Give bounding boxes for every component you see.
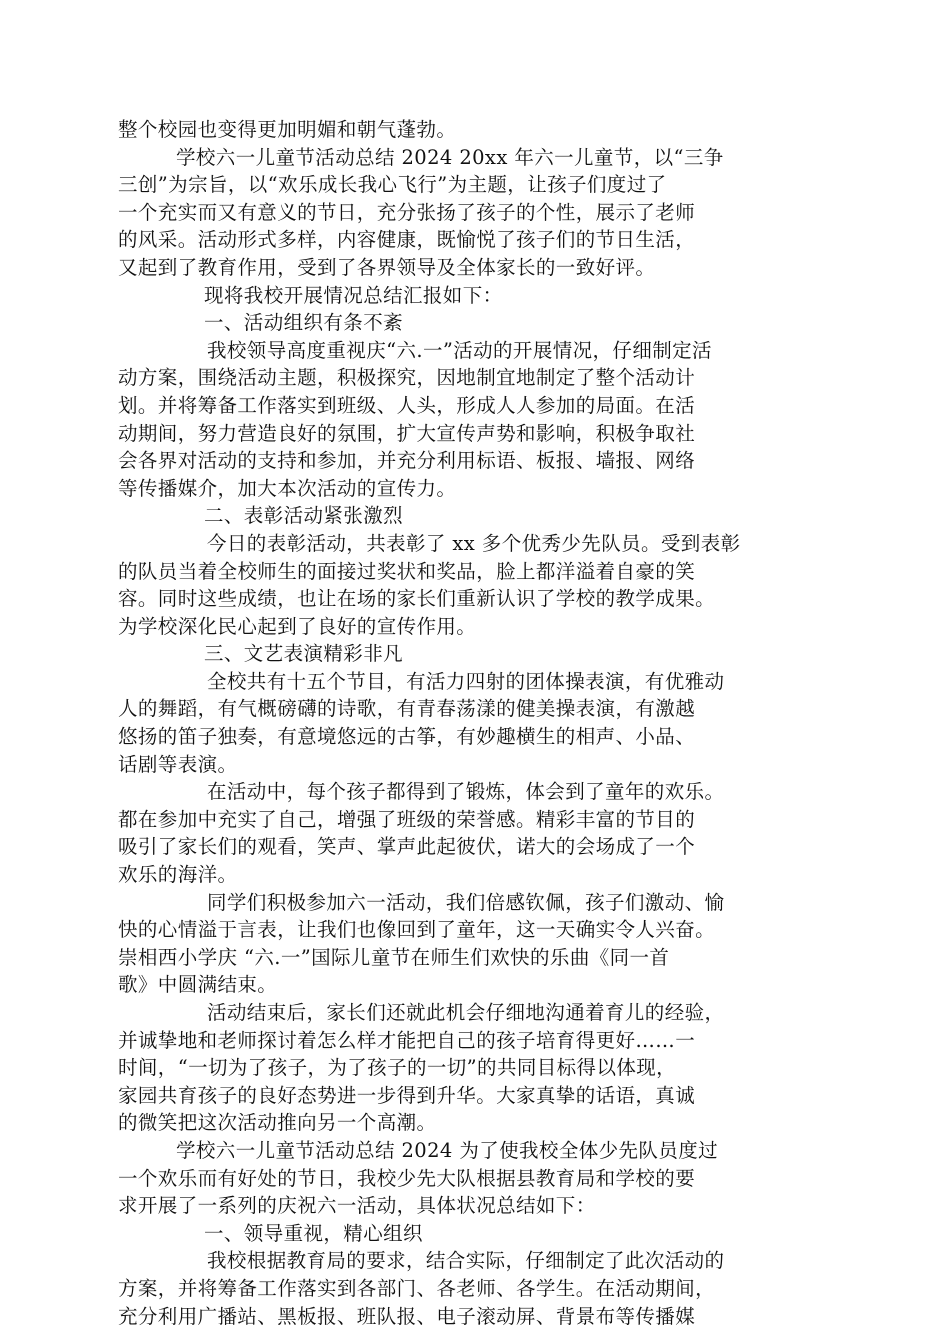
text-line: 崇相西小学庆 “六.一”国际儿童节在师生们欢快的乐曲《同一首 bbox=[118, 945, 670, 969]
text-line: 都在参加中充实了自己，增强了班级的荣誉感。精彩丰富的节目的 bbox=[118, 807, 696, 831]
text-line: 等传播媒介，加大本次活动的宣传力。 bbox=[118, 476, 457, 500]
text-line: 欢乐的海洋。 bbox=[118, 863, 238, 887]
text-line: 吸引了家长们的观看，笑声、掌声此起彼伏，诺大的会场成了一个 bbox=[118, 835, 696, 859]
text-line: 话剧等表演。 bbox=[118, 752, 238, 776]
text-line: 时间，“一切为了孩子，为了孩子的一切”的共同目标得以体现， bbox=[118, 1056, 677, 1080]
paragraph-first-line: 我校领导高度重视庆“六.一”活动的开展情况，仔细制定活 bbox=[207, 338, 712, 362]
paragraph-first-line: 今日的表彰活动，共表彰了 xx 多个优秀少先队员。受到表彰 bbox=[207, 531, 741, 555]
text-line: 三创”为宗旨，以“欢乐成长我心飞行”为主题，让孩子们度过了 bbox=[118, 173, 667, 197]
text-line: 的队员当着全校师生的面接过奖状和奖品，脸上都洋溢着自豪的笑 bbox=[118, 559, 696, 583]
section-heading: 一、领导重视，精心组织 bbox=[204, 1221, 423, 1245]
text-line: 求开展了一系列的庆祝六一活动，具体状况总结如下： bbox=[118, 1194, 596, 1218]
text-line: 一个欢乐而有好处的节日，我校少先大队根据县教育局和学校的要 bbox=[118, 1166, 696, 1190]
text-line: 又起到了教育作用，受到了各界领导及全体家长的一致好评。 bbox=[118, 255, 656, 279]
paragraph-first-line: 学校六一儿童节活动总结 2024 20xx 年六一儿童节，以“三争 bbox=[176, 145, 724, 169]
text-line: 为学校深化民心起到了良好的宣传作用。 bbox=[118, 614, 477, 638]
paragraph-first-line: 现将我校开展情况总结汇报如下： bbox=[204, 283, 503, 307]
text-line: 容。同时这些成绩，也让在场的家长们重新认识了学校的教学成果。 bbox=[118, 587, 716, 611]
text-line: 会各界对活动的支持和参加，并充分利用标语、板报、墙报、网络 bbox=[118, 449, 696, 473]
paragraph-first-line: 我校根据教育局的要求，结合实际，仔细制定了此次活动的 bbox=[207, 1249, 725, 1273]
text-line: 方案，并将筹备工作落实到各部门、各老师、各学生。在活动期间， bbox=[118, 1276, 716, 1300]
text-line: 的微笑把这次活动推向另一个高潮。 bbox=[118, 1111, 437, 1135]
text-line: 悠扬的笛子独奏，有意境悠远的古筝，有妙趣横生的相声、小品、 bbox=[118, 725, 696, 749]
text-line: 整个校园也变得更加明媚和朝气蓬勃。 bbox=[118, 118, 457, 141]
document-body bbox=[118, 116, 818, 1330]
text-line: 歌》中圆满结束。 bbox=[118, 973, 278, 997]
paragraph-first-line: 学校六一儿童节活动总结 2024 为了使我校全体少先队员度过 bbox=[176, 1138, 719, 1162]
section-heading: 二、表彰活动紧张激烈 bbox=[204, 504, 404, 528]
text-line: 划。并将筹备工作落实到班级、人头，形成人人参加的局面。在活 bbox=[118, 393, 696, 417]
paragraph-first-line: 在活动中，每个孩子都得到了锻炼，体会到了童年的欢乐。 bbox=[207, 780, 725, 804]
text-line: 人的舞蹈，有气概磅礴的诗歌，有青春荡漾的健美操表演，有激越 bbox=[118, 697, 696, 721]
text-line: 一个充实而又有意义的节日，充分张扬了孩子的个性，展示了老师 bbox=[118, 200, 696, 224]
text-line: 动方案，围绕活动主题，积极探究，因地制宜地制定了整个活动计 bbox=[118, 366, 696, 390]
section-heading: 一、活动组织有条不紊 bbox=[204, 311, 404, 335]
text-line: 家园共育孩子的良好态势进一步得到升华。大家真挚的话语，真诚 bbox=[118, 1083, 696, 1107]
text-line: 的风采。活动形式多样，内容健康，既愉悦了孩子们的节日生活， bbox=[118, 228, 696, 252]
text-line: 并诚挚地和老师探讨着怎么样才能把自己的孩子培育得更好……一 bbox=[118, 1028, 696, 1052]
text-line: 充分利用广播站、黑板报、班队报、电子滚动屏、背景布等传播媒 bbox=[118, 1304, 696, 1328]
paragraph-first-line: 全校共有十五个节目，有活力四射的团体操表演，有优雅动 bbox=[207, 669, 725, 693]
paragraph-first-line: 同学们积极参加六一活动，我们倍感钦佩，孩子们激动、愉 bbox=[207, 890, 725, 914]
paragraph-first-line: 活动结束后，家长们还就此机会仔细地沟通着育儿的经验， bbox=[207, 1001, 725, 1024]
text-line: 快的心情溢于言表，让我们也像回到了童年，这一天确实令人兴奋。 bbox=[118, 918, 716, 942]
text-line: 动期间，努力营造良好的氛围，扩大宣传声势和影响，积极争取社 bbox=[118, 421, 696, 445]
section-heading: 三、文艺表演精彩非凡 bbox=[204, 642, 404, 666]
